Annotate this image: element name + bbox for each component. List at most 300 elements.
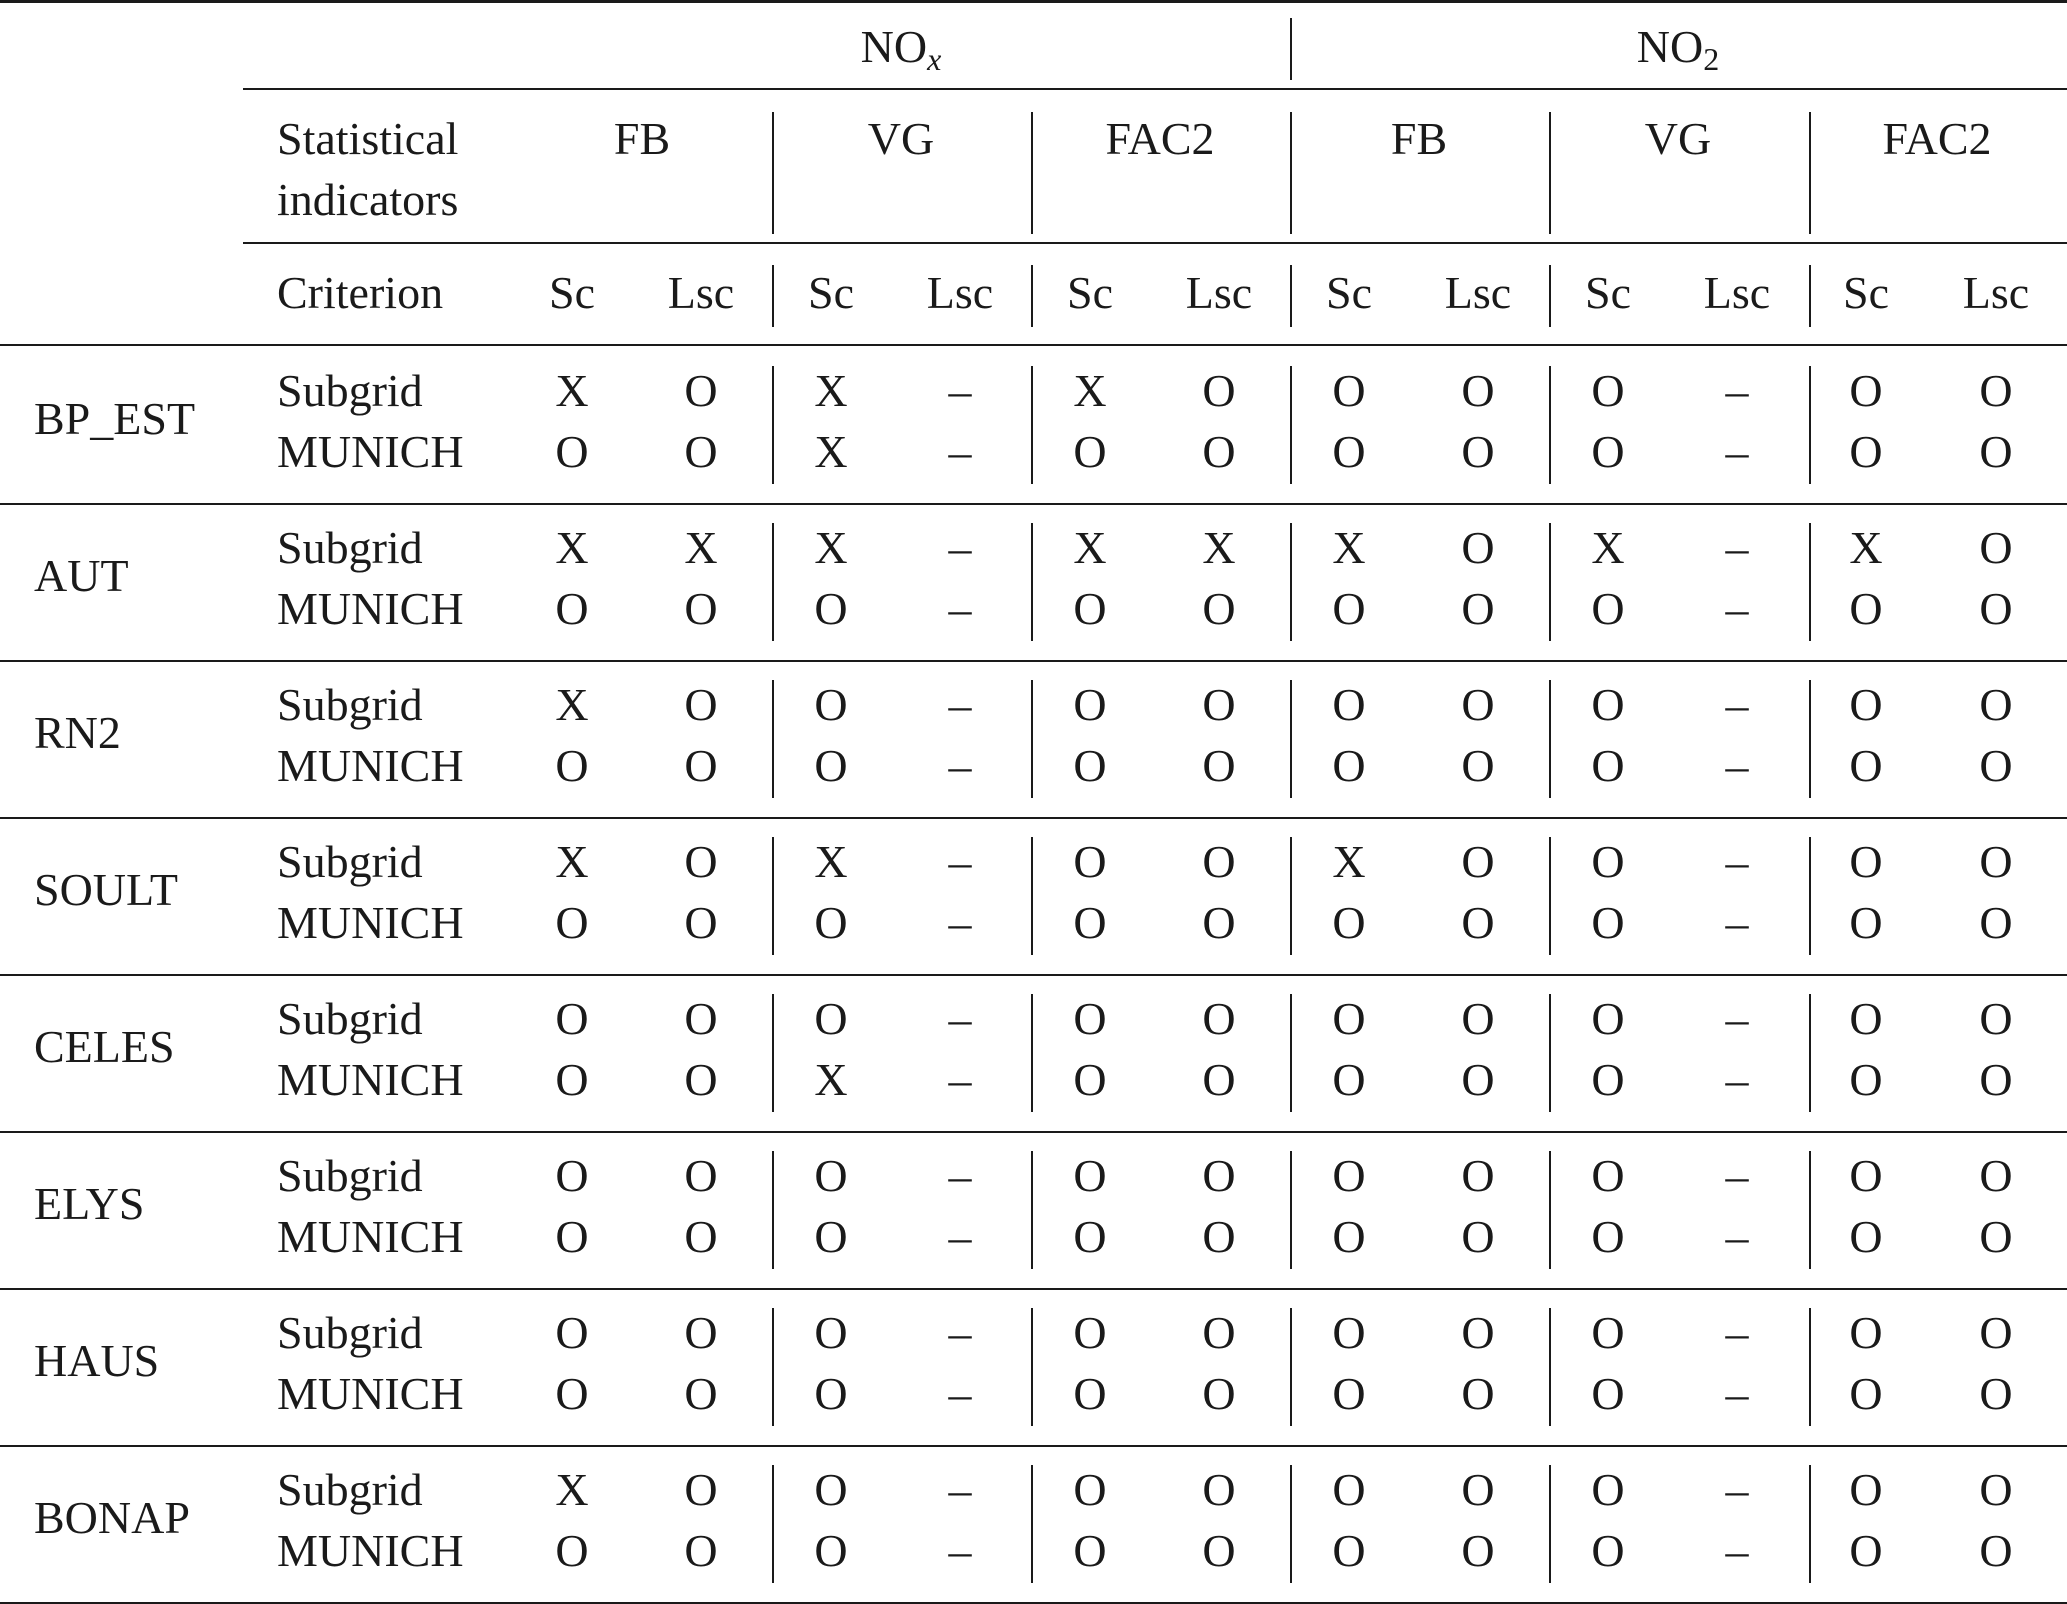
table-cell: X <box>814 365 848 416</box>
table-cell: – <box>948 1054 972 1105</box>
indicator-separator <box>1031 112 1033 234</box>
table-cell: O <box>1849 1054 1883 1105</box>
table-cell: – <box>1725 679 1749 730</box>
table-cell: O <box>1979 365 2013 416</box>
table-cell: – <box>1725 897 1749 948</box>
station-label: ELYS <box>34 1178 145 1229</box>
column-separator <box>1809 1151 1811 1269</box>
criterion-label: Criterion <box>277 267 444 318</box>
column-separator <box>1809 680 1811 798</box>
indicator-header-rule <box>243 242 2067 244</box>
table-cell: O <box>1461 365 1495 416</box>
table-cell: O <box>1461 993 1495 1044</box>
table-cell: O <box>1073 1368 1107 1419</box>
table-cell: O <box>1849 1307 1883 1358</box>
table-cell: – <box>948 897 972 948</box>
table-cell: O <box>1073 1464 1107 1515</box>
criterion-header: Sc <box>1843 267 1889 318</box>
table-cell: – <box>1725 522 1749 573</box>
table-cell: O <box>1591 897 1625 948</box>
table-cell: O <box>1332 897 1366 948</box>
criterion-header: Sc <box>1067 267 1113 318</box>
table-cell: – <box>948 1368 972 1419</box>
table-cell: O <box>1073 1054 1107 1105</box>
table-cell: O <box>1202 1054 1236 1105</box>
column-separator <box>1290 837 1292 955</box>
table-cell: O <box>1591 679 1625 730</box>
table-cell: X <box>555 1464 589 1515</box>
row-separator <box>0 503 2067 505</box>
table-cell: – <box>1725 836 1749 887</box>
table-cell: X <box>555 522 589 573</box>
table-cell: O <box>555 1307 589 1358</box>
table-cell: O <box>1461 836 1495 887</box>
table-cell: O <box>684 897 718 948</box>
column-separator <box>1290 523 1292 641</box>
table-cell: – <box>948 679 972 730</box>
criterion-header: Lsc <box>926 267 994 318</box>
criterion-header: Lsc <box>1962 267 2030 318</box>
table-cell: O <box>1332 1525 1366 1576</box>
column-separator <box>1290 680 1292 798</box>
table-cell: O <box>814 1464 848 1515</box>
table-cell: O <box>1332 1150 1366 1201</box>
table-cell: O <box>684 679 718 730</box>
table-cell: O <box>814 740 848 791</box>
table-cell: – <box>948 1464 972 1515</box>
table-cell: O <box>1979 1368 2013 1419</box>
table-cell: O <box>1202 365 1236 416</box>
table-cell: O <box>1849 1464 1883 1515</box>
row-separator <box>0 1445 2067 1447</box>
table-cell: O <box>684 1464 718 1515</box>
table-cell: – <box>1725 426 1749 477</box>
row-separator <box>0 660 2067 662</box>
table-cell: X <box>555 836 589 887</box>
table-cell: O <box>814 1368 848 1419</box>
table-cell: – <box>948 740 972 791</box>
table-cell: O <box>1591 1054 1625 1105</box>
table-cell: – <box>1725 993 1749 1044</box>
table-cell: O <box>555 583 589 634</box>
group-header-rule <box>243 88 2067 90</box>
indicator-separator <box>1290 112 1292 234</box>
table-cell: O <box>1202 1211 1236 1262</box>
station-label: BONAP <box>34 1492 190 1543</box>
model-label: MUNICH <box>277 1525 464 1576</box>
station-label: HAUS <box>34 1335 160 1386</box>
table-cell: O <box>1202 1150 1236 1201</box>
criterion-header: Lsc <box>1185 267 1253 318</box>
table-cell: X <box>1849 522 1883 573</box>
table-cell: O <box>1461 1525 1495 1576</box>
model-label: MUNICH <box>277 583 464 634</box>
table-cell: O <box>1332 740 1366 791</box>
table-cell: O <box>814 1525 848 1576</box>
header-bottom-rule <box>0 344 2067 346</box>
table-cell: O <box>555 897 589 948</box>
table-cell: – <box>948 1150 972 1201</box>
indicator-header: FB <box>613 113 671 164</box>
table-cell: O <box>1073 426 1107 477</box>
table-cell: X <box>1332 522 1366 573</box>
column-separator <box>1549 523 1551 641</box>
table-cell: O <box>814 1150 848 1201</box>
table-cell: O <box>1202 1525 1236 1576</box>
column-separator <box>1031 994 1033 1112</box>
table-cell: O <box>555 1150 589 1201</box>
table-cell: O <box>1979 836 2013 887</box>
table-cell: O <box>1979 1211 2013 1262</box>
table-cell: – <box>948 1525 972 1576</box>
table-cell: O <box>684 1054 718 1105</box>
model-label: Subgrid <box>277 679 423 730</box>
table-cell: O <box>1849 993 1883 1044</box>
table-cell: O <box>1979 740 2013 791</box>
column-separator <box>1549 1308 1551 1426</box>
table-cell: O <box>1591 426 1625 477</box>
table-cell: O <box>1332 679 1366 730</box>
table-cell: O <box>1461 1054 1495 1105</box>
column-separator <box>772 680 774 798</box>
table-cell: O <box>1461 1211 1495 1262</box>
model-label: MUNICH <box>277 1211 464 1262</box>
table-cell: O <box>1591 583 1625 634</box>
indicator-header: VG <box>1644 113 1712 164</box>
table-cell: O <box>1461 1307 1495 1358</box>
table-cell: O <box>1461 583 1495 634</box>
table-cell: O <box>1202 679 1236 730</box>
column-separator <box>1031 1308 1033 1426</box>
table-cell: X <box>1202 522 1236 573</box>
table-cell: O <box>684 993 718 1044</box>
table-cell: – <box>948 522 972 573</box>
model-label: Subgrid <box>277 1464 423 1515</box>
column-separator <box>1031 680 1033 798</box>
table-cell: O <box>1979 426 2013 477</box>
table-cell: O <box>1332 1464 1366 1515</box>
group-header-nox <box>860 21 942 77</box>
table-cell: O <box>1591 836 1625 887</box>
station-label: RN2 <box>34 707 121 758</box>
table-cell: O <box>1591 1211 1625 1262</box>
table-cell: O <box>1461 426 1495 477</box>
table-cell: O <box>814 993 848 1044</box>
criterion-separator <box>1031 265 1033 327</box>
table-cell: O <box>1591 1464 1625 1515</box>
table-cell: O <box>555 993 589 1044</box>
table-cell: O <box>1979 993 2013 1044</box>
column-separator <box>1809 994 1811 1112</box>
stat-indicators-label-line2: indicators <box>277 174 459 225</box>
table-cell: O <box>1073 897 1107 948</box>
table-cell: O <box>1073 740 1107 791</box>
criterion-header: Sc <box>1326 267 1372 318</box>
station-label: SOULT <box>34 864 178 915</box>
table-cell: O <box>1202 740 1236 791</box>
table-cell: O <box>1461 740 1495 791</box>
criterion-header: Sc <box>808 267 854 318</box>
station-label: AUT <box>34 550 129 601</box>
table-cell: O <box>1979 897 2013 948</box>
table-cell: X <box>1332 836 1366 887</box>
table-cell: – <box>1725 1211 1749 1262</box>
criterion-header: Sc <box>1585 267 1631 318</box>
station-label: BP_EST <box>34 393 196 444</box>
table-cell: X <box>814 836 848 887</box>
table-cell: – <box>1725 1464 1749 1515</box>
table-cell: O <box>1202 426 1236 477</box>
model-label: Subgrid <box>277 993 423 1044</box>
table-cell: O <box>1073 583 1107 634</box>
table-cell: – <box>948 583 972 634</box>
table-cell: O <box>814 583 848 634</box>
table-cell: – <box>1725 740 1749 791</box>
table-cell: O <box>1849 1150 1883 1201</box>
table-cell: O <box>1849 583 1883 634</box>
column-separator <box>772 1465 774 1583</box>
table-cell: – <box>1725 1525 1749 1576</box>
group1-base: NO <box>860 21 928 72</box>
table-cell: O <box>1073 1307 1107 1358</box>
table-cell: O <box>684 426 718 477</box>
row-separator <box>0 1288 2067 1290</box>
criterion-separator <box>1290 265 1292 327</box>
indicator-header: VG <box>867 113 935 164</box>
table-cell: O <box>684 1211 718 1262</box>
model-label: MUNICH <box>277 740 464 791</box>
model-label: Subgrid <box>277 836 423 887</box>
table-cell: O <box>1849 426 1883 477</box>
table-cell: O <box>555 426 589 477</box>
table-cell: O <box>1332 1054 1366 1105</box>
table-cell: O <box>1202 993 1236 1044</box>
column-separator <box>1290 1151 1292 1269</box>
column-separator <box>1809 366 1811 484</box>
row-separator <box>0 974 2067 976</box>
table-cell: O <box>684 740 718 791</box>
table-cell: O <box>1202 897 1236 948</box>
table-cell: X <box>1591 522 1625 573</box>
model-label: MUNICH <box>277 897 464 948</box>
table-cell: O <box>814 897 848 948</box>
criterion-header: Sc <box>549 267 595 318</box>
table-cell: O <box>1979 1525 2013 1576</box>
criterion-separator <box>772 265 774 327</box>
indicator-separator <box>1809 112 1811 234</box>
table-cell: – <box>1725 583 1749 634</box>
table-cell: – <box>948 365 972 416</box>
table-cell: X <box>1073 365 1107 416</box>
table-cell: O <box>1849 897 1883 948</box>
column-separator <box>1290 1308 1292 1426</box>
column-separator <box>1549 680 1551 798</box>
table-cell: – <box>948 426 972 477</box>
table-cell: O <box>1979 1307 2013 1358</box>
column-separator <box>1031 1465 1033 1583</box>
table-cell: X <box>555 365 589 416</box>
table-cell: O <box>1849 365 1883 416</box>
table-cell: O <box>1461 1150 1495 1201</box>
table-cell: – <box>948 993 972 1044</box>
table-cell: O <box>684 1368 718 1419</box>
station-label: CELES <box>34 1021 175 1072</box>
column-separator <box>1031 837 1033 955</box>
table-cell: O <box>1849 1211 1883 1262</box>
table-cell: O <box>1332 1307 1366 1358</box>
model-label: MUNICH <box>277 1368 464 1419</box>
column-separator <box>1031 1151 1033 1269</box>
table-cell: O <box>684 1307 718 1358</box>
table-cell: O <box>1591 993 1625 1044</box>
criterion-header: Lsc <box>1444 267 1512 318</box>
group-header-no2 <box>1636 21 1720 77</box>
table-cell: O <box>1849 1368 1883 1419</box>
table-cell: O <box>1461 897 1495 948</box>
column-separator <box>1290 366 1292 484</box>
table-cell: O <box>1849 740 1883 791</box>
table-cell: – <box>1725 1307 1749 1358</box>
table-cell: O <box>1332 1368 1366 1419</box>
indicator-header: FB <box>1390 113 1448 164</box>
column-separator <box>1809 1308 1811 1426</box>
column-separator <box>772 994 774 1112</box>
group2-base: NO <box>1636 21 1704 72</box>
stat-indicators-label-line1: Statistical <box>277 113 459 164</box>
column-separator <box>1549 366 1551 484</box>
table-cell: O <box>684 1525 718 1576</box>
table-cell: X <box>814 1054 848 1105</box>
model-label: Subgrid <box>277 365 423 416</box>
column-separator <box>1809 523 1811 641</box>
column-separator <box>1290 994 1292 1112</box>
table-cell: O <box>1461 1368 1495 1419</box>
indicator-header: FAC2 <box>1105 113 1215 164</box>
column-separator <box>772 366 774 484</box>
column-separator <box>1549 994 1551 1112</box>
row-separator <box>0 1131 2067 1133</box>
table-cell: O <box>1979 679 2013 730</box>
table-cell: O <box>1849 1525 1883 1576</box>
table-cell: O <box>1202 836 1236 887</box>
group2-sub: 2 <box>1703 41 1720 77</box>
table-cell: X <box>814 426 848 477</box>
table-cell: O <box>1979 1150 2013 1201</box>
table-cell: – <box>1725 365 1749 416</box>
column-separator <box>1290 1465 1292 1583</box>
table-cell: O <box>555 1368 589 1419</box>
group1-sub: x <box>927 41 942 77</box>
table-cell: O <box>555 1211 589 1262</box>
group-separator <box>1290 18 1292 80</box>
table-cell: O <box>1202 1307 1236 1358</box>
column-separator <box>1031 366 1033 484</box>
column-separator <box>1809 837 1811 955</box>
table-cell: O <box>1591 1368 1625 1419</box>
table-cell: O <box>1202 1464 1236 1515</box>
table-cell: O <box>1591 365 1625 416</box>
table-cell: O <box>1979 583 2013 634</box>
table-cell: X <box>814 522 848 573</box>
model-label: Subgrid <box>277 522 423 573</box>
table-cell: O <box>1591 740 1625 791</box>
table-cell: – <box>1725 1368 1749 1419</box>
criterion-separator <box>1809 265 1811 327</box>
column-separator <box>772 523 774 641</box>
column-separator <box>1549 837 1551 955</box>
model-label: Subgrid <box>277 1307 423 1358</box>
table-cell: O <box>1332 1211 1366 1262</box>
table-cell: – <box>948 1211 972 1262</box>
table-cell: O <box>1461 1464 1495 1515</box>
table-cell: O <box>1979 522 2013 573</box>
table-cell: O <box>1591 1525 1625 1576</box>
table-cell: O <box>555 1525 589 1576</box>
column-separator <box>772 1308 774 1426</box>
table-cell: – <box>1725 1054 1749 1105</box>
table-cell: O <box>555 1054 589 1105</box>
indicator-header: FAC2 <box>1882 113 1992 164</box>
table-cell: O <box>1202 1368 1236 1419</box>
table-cell: O <box>1979 1464 2013 1515</box>
table-cell: X <box>1073 522 1107 573</box>
table-cell: O <box>1461 679 1495 730</box>
table-cell: O <box>1073 1211 1107 1262</box>
table-cell: O <box>1332 583 1366 634</box>
table-cell: O <box>1979 1054 2013 1105</box>
table-cell: O <box>1073 836 1107 887</box>
table-cell: – <box>948 836 972 887</box>
column-separator <box>772 837 774 955</box>
column-separator <box>1031 523 1033 641</box>
table-cell: – <box>1725 1150 1749 1201</box>
criterion-separator <box>1549 265 1551 327</box>
table-cell: O <box>1849 836 1883 887</box>
indicator-separator <box>1549 112 1551 234</box>
table-cell: O <box>684 1150 718 1201</box>
table-cell: O <box>1073 679 1107 730</box>
row-separator <box>0 817 2067 819</box>
table-cell: – <box>948 1307 972 1358</box>
table-cell: O <box>1073 993 1107 1044</box>
table-cell: O <box>684 836 718 887</box>
table-cell: O <box>684 583 718 634</box>
table-cell: O <box>814 679 848 730</box>
table-cell: X <box>684 522 718 573</box>
table-cell: O <box>1849 679 1883 730</box>
model-label: MUNICH <box>277 1054 464 1105</box>
column-separator <box>1809 1465 1811 1583</box>
table-cell: O <box>1332 426 1366 477</box>
column-separator <box>1549 1465 1551 1583</box>
table-cell: O <box>1332 365 1366 416</box>
table-cell: O <box>1461 522 1495 573</box>
model-label: MUNICH <box>277 426 464 477</box>
criterion-header: Lsc <box>667 267 735 318</box>
model-label: Subgrid <box>277 1150 423 1201</box>
table-cell: O <box>1073 1150 1107 1201</box>
criterion-header: Lsc <box>1703 267 1771 318</box>
top-rule <box>0 0 2067 3</box>
table-cell: O <box>1332 993 1366 1044</box>
table-cell: X <box>555 679 589 730</box>
table-cell: O <box>1591 1307 1625 1358</box>
table-cell: O <box>814 1211 848 1262</box>
table-cell: O <box>684 365 718 416</box>
indicator-separator <box>772 112 774 234</box>
column-separator <box>772 1151 774 1269</box>
table-cell: O <box>1591 1150 1625 1201</box>
